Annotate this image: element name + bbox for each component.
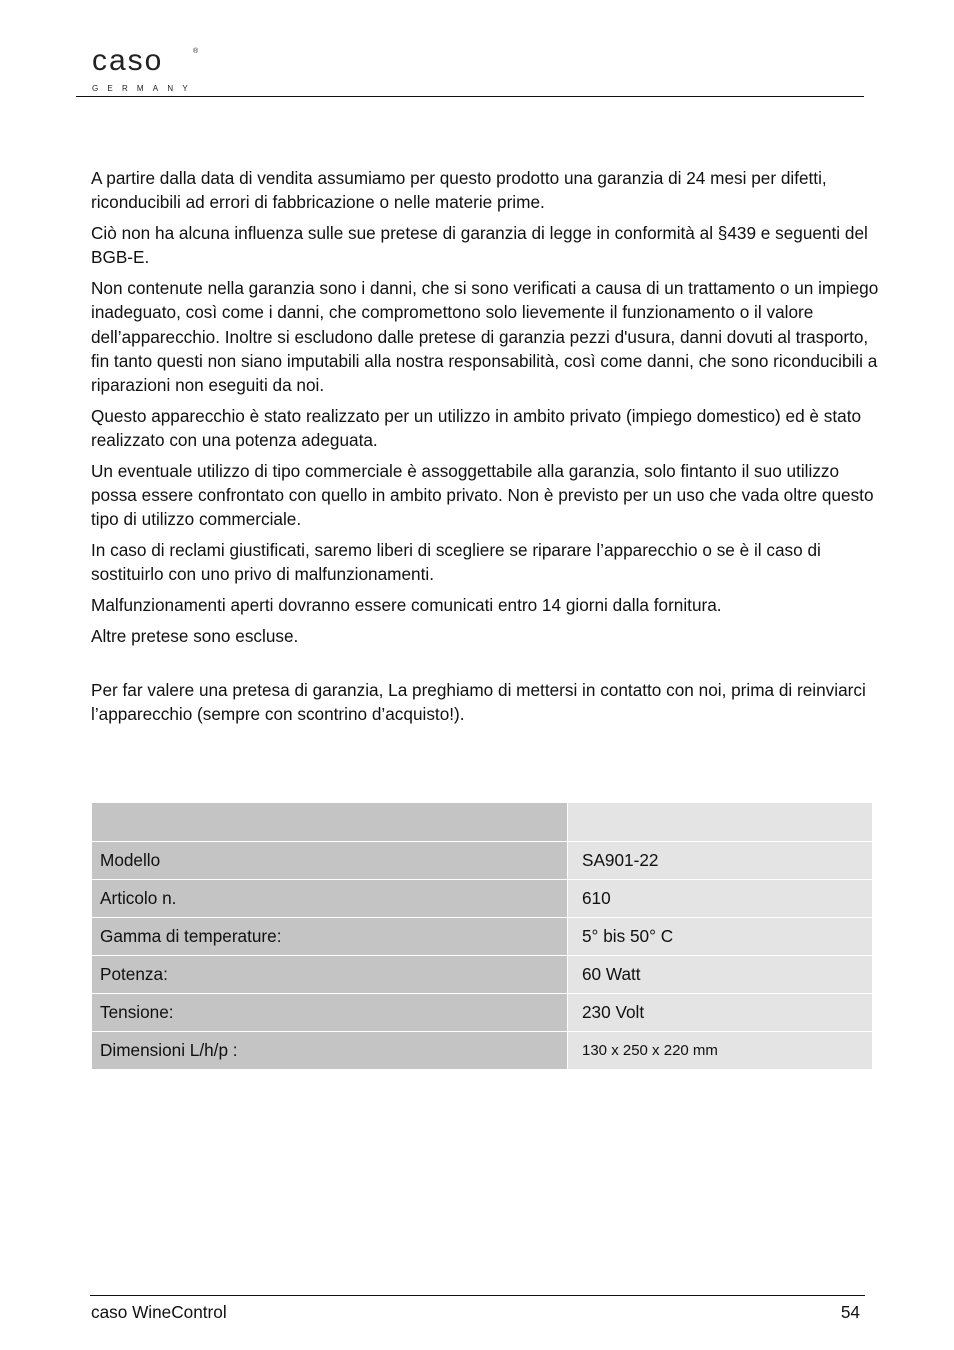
table-row — [92, 918, 873, 956]
spec-value: 130 x 250 x 220 mm — [568, 1032, 873, 1070]
paragraph: Altre pretese sono escluse. — [91, 625, 299, 646]
page-number: 54 — [840, 1302, 860, 1322]
table-row — [92, 1032, 873, 1070]
header-cell — [568, 803, 873, 842]
table-row — [92, 880, 873, 918]
paragraph: Un eventuale utilizzo di tipo commerciale è assoggettabile alla garanzia, solo fintanto il suo utilizzo possa essere confrontato con quello in ambito privato. Non è previsto per un uso che vada oltre questo tipo di utilizzo commerciale. — [91, 460, 874, 530]
spec-label: Dimensioni L/h/p : — [92, 1032, 568, 1070]
spec-value: 5° bis 50° C — [568, 918, 873, 956]
logo-subtitle: GERMANY — [92, 84, 197, 93]
spec-label: Gamma di temperature: — [92, 918, 568, 956]
paragraph: Questo apparecchio è stato realizzato per un utilizzo in ambito privato (impiego domestico) ed è stato realizzato con una potenza adeguata. — [91, 405, 862, 451]
table-row — [92, 842, 873, 880]
header-cell — [92, 803, 568, 842]
logo-wordmark: caso — [92, 44, 164, 77]
brand-logo — [78, 36, 206, 104]
table-header-row — [92, 803, 873, 842]
paragraph: Malfunzionamenti aperti dovranno essere comunicati entro 14 giorni dalla fornitura. — [91, 595, 722, 616]
spec-value: 610 — [568, 880, 873, 918]
header-divider — [76, 96, 864, 97]
spec-label: Articolo n. — [92, 880, 568, 918]
footer-product-name: caso WineControl — [91, 1302, 227, 1322]
warranty-text — [91, 166, 881, 733]
spec-value: SA901-22 — [568, 842, 873, 880]
paragraph: Ciò non ha alcuna influenza sulle sue pretese di garanzia di legge in conformità al §439 e seguenti del BGB-E. — [91, 222, 868, 268]
spec-value: 230 Volt — [568, 994, 873, 1032]
table-row — [92, 994, 873, 1032]
spec-value: 60 Watt — [568, 956, 873, 994]
paragraph: In caso di reclami giustificati, saremo liberi di scegliere se riparare l’apparecchio o se è il caso di sostituirlo con uno privo di malfunzionamenti. — [91, 540, 821, 585]
registered-mark: ® — [193, 48, 199, 55]
paragraph: Per far valere una pretesa di garanzia, La preghiamo di mettersi in contatto con noi, prima di reinviarci l’apparecchio (sempre con scontrino d’acquisto!). — [91, 680, 866, 725]
paragraph: A partire dalla data di vendita assumiamo per questo prodotto una garanzia di 24 mesi per difetti, riconducibili ad errori di fabbricazione o nelle materie prime. — [91, 168, 827, 213]
technical-data-table — [91, 802, 873, 1070]
footer-divider — [90, 1295, 865, 1296]
spec-label: Potenza: — [92, 956, 568, 994]
table-row — [92, 956, 873, 994]
spec-label: Modello — [92, 842, 568, 880]
paragraph: Non contenute nella garanzia sono i danni, che si sono verificati a causa di un trattamento o un impiego inadeguato, così come i danni, che compromettono solo lievemente il funzionamento o il valore dell’apparecchio. Inoltre si escludono dalle pretese di garanzia pezzi d'usura, danni dovuti al trasporto, fin tanto questi non siano imputabili alla nostra responsabilità, così come danni, che sono riconducibili a riparazioni non eseguiti da noi. — [91, 277, 879, 396]
spec-label: Tensione: — [92, 994, 568, 1032]
